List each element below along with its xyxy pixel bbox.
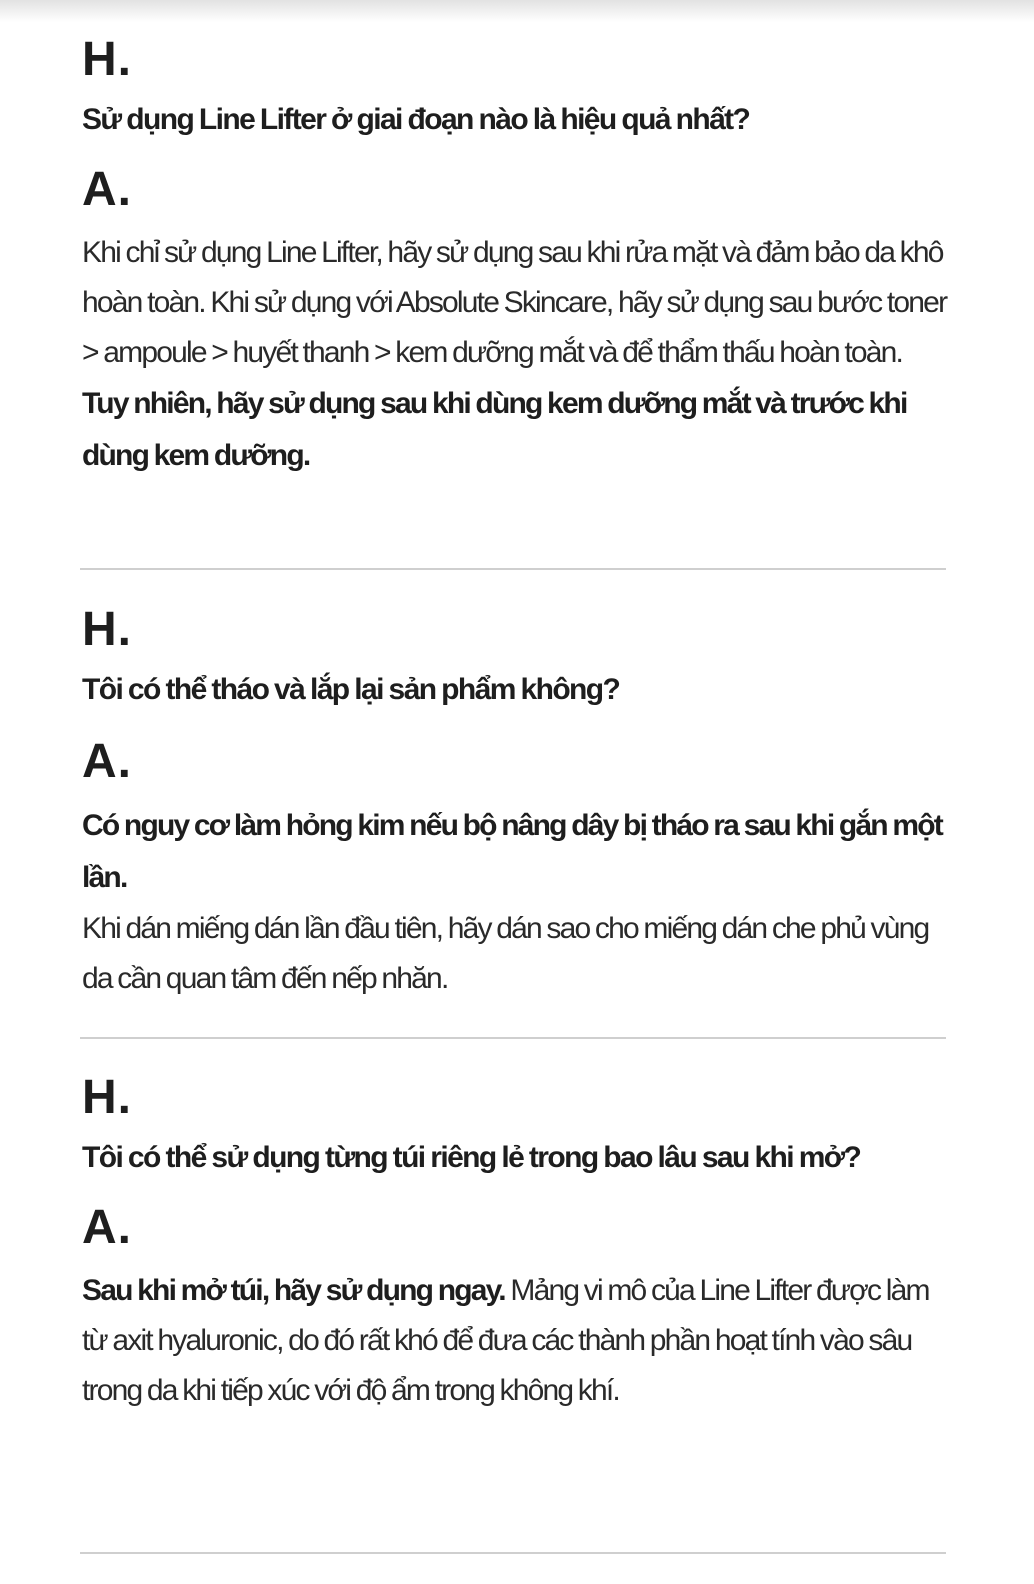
answer-emphasis: Tuy nhiên, hãy sử dụng sau khi dùng kem dưỡng mắt và trước khi dùng kem dưỡng. (82, 387, 907, 472)
answer-marker: A. (82, 1201, 132, 1254)
answer-paragraph (82, 1266, 954, 1416)
answer-text: Khi chỉ sử dụng Line Lifter, hãy sử dụng sau khi rửa mặt và đảm bảo da khô hoàn toàn. Khi sử dụng với Absolute Skincare, hãy sử dụng sau bước toner > ampoule > huyết thanh > kem dưỡng mắt và để thẩm thấu hoàn toàn. (82, 236, 947, 369)
divider (80, 1552, 946, 1554)
faq-item (82, 1071, 954, 1416)
answer-text: Khi dán miếng dán lần đầu tiên, hãy dán sao cho miếng dán che phủ vùng da cần quan tâm đến nếp nhăn. (82, 912, 929, 995)
answer-emphasis: Có nguy cơ làm hỏng kim nếu bộ nâng dây bị tháo ra sau khi gắn một lần. (82, 809, 942, 894)
faq-item (82, 603, 954, 1004)
divider (80, 1037, 946, 1039)
question-marker: H. (82, 33, 132, 86)
answer-marker: A. (82, 163, 132, 216)
question-text: Tôi có thể tháo và lắp lại sản phẩm không? (82, 673, 620, 706)
divider (80, 568, 946, 570)
question-marker: H. (82, 1071, 132, 1124)
question-text: Tôi có thể sử dụng từng túi riêng lẻ trong bao lâu sau khi mở? (82, 1141, 861, 1174)
question-marker: H. (82, 603, 132, 656)
top-shadow (0, 0, 1034, 22)
faq-item (82, 33, 954, 482)
answer-marker: A. (82, 735, 132, 788)
answer-text: Mảng vi mô của Line Lifter được làm từ axit hyaluronic, do đó rất khó để đưa các thành phần hoạt tính vào sâu trong da khi tiếp xúc với độ ẩm trong không khí. (82, 1274, 929, 1407)
answer-emphasis: Sau khi mở túi, hãy sử dụng ngay. (82, 1274, 505, 1307)
question-text: Sử dụng Line Lifter ở giai đoạn nào là hiệu quả nhất? (82, 103, 750, 136)
